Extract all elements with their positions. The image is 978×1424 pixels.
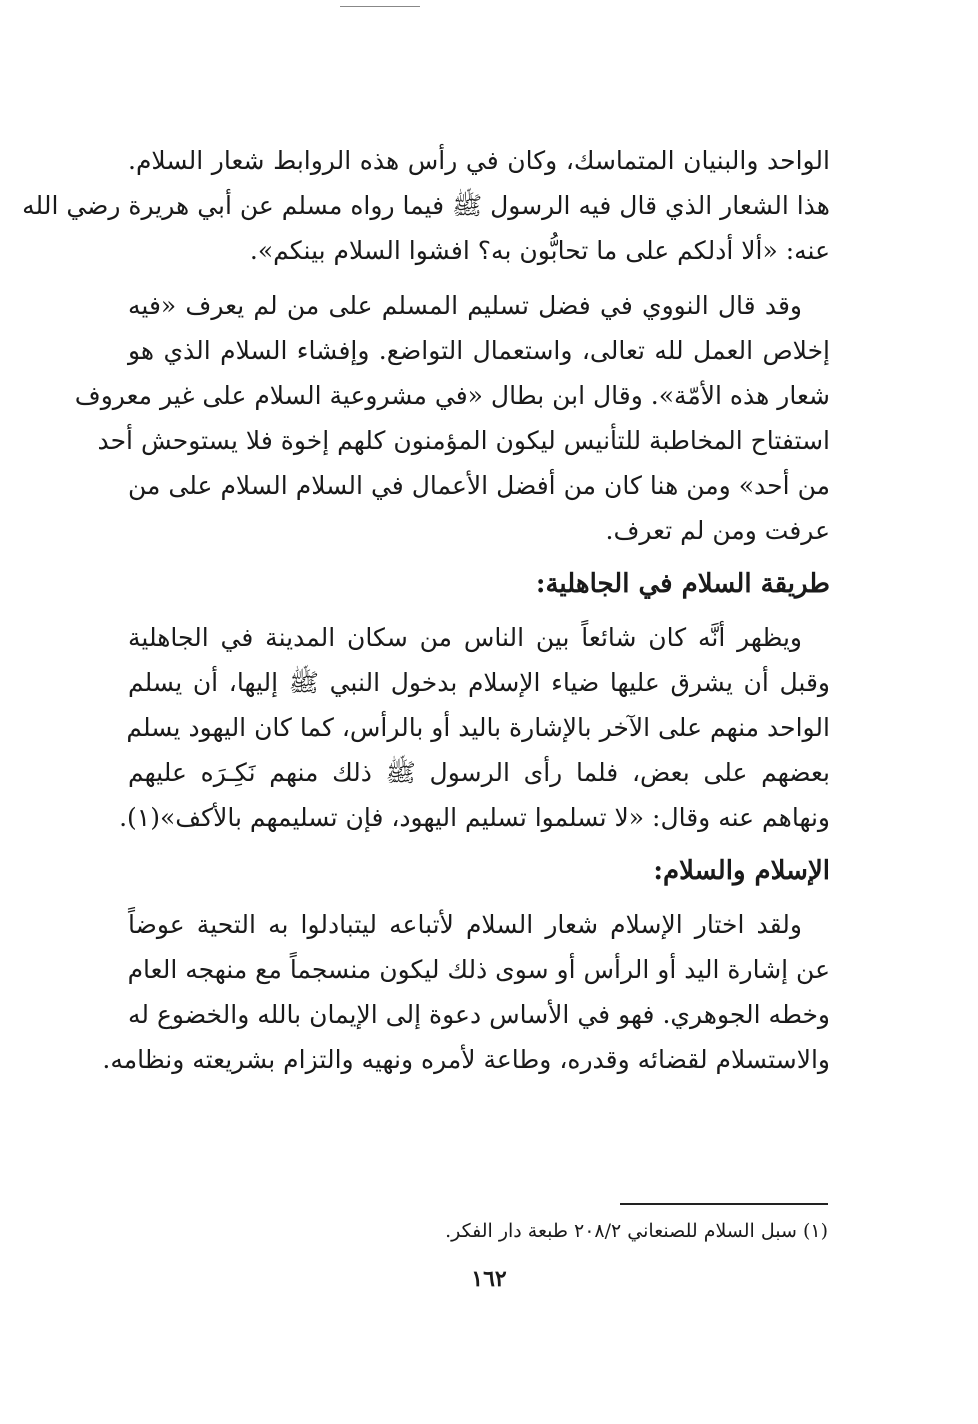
paragraph-line: والاستسلام لقضائه وقدره، وطاعة لأمره ونهيه والتزام بشريعته ونظامه. [102, 1045, 830, 1074]
paragraph-line: وقبل أن يشرق عليها ضياء الإسلام بدخول النبي ﷺ إليها، أن يسلم [128, 668, 830, 697]
paragraph-2 [74, 283, 830, 553]
paragraph-line: عنه: «ألا أدلكم على ما تحابُّون به؟ افشوا السلام بينكم». [249, 236, 830, 265]
paragraph-line: عرفت ومن لم تعرف. [605, 516, 830, 545]
paragraph-line: ولقد اختار الإسلام شعار السلام لأتباعه ليتبادلوا به التحية عوضاً [128, 910, 802, 939]
paragraph-line: هذا الشعار الذي قال فيه الرسول ﷺ فيما رواه مسلم عن أبي هريرة رضي الله [22, 191, 830, 220]
paragraph-line: عن إشارة اليد أو الرأس أو سوى ذلك ليكون منسجماً مع منهجه العام [127, 955, 830, 984]
paragraph-3 [119, 615, 830, 840]
paragraph-line: الواحد منهم على الآخر بالإشارة باليد أو بالرأس، كما كان اليهود يسلم [126, 713, 830, 742]
top-rule [340, 6, 420, 7]
paragraph-line: شعار هذه الأمّة». وقال ابن بطال «في مشروعية السلام على غير معروف [74, 381, 830, 410]
paragraph-line: ونهاهم عنه وقال: «لا تسلموا تسليم اليهود، فإن تسليمهم بالأكف»(١). [119, 803, 830, 832]
paragraph-line: من أحد» ومن هنا كان من أفضل الأعمال في السلام السلام على من [128, 471, 830, 500]
paragraph-line: بعضهم على بعض، فلما رأى الرسول ﷺ ذلك منهم نَكِـرَه عليهم [128, 758, 830, 787]
paragraph-line: وقد قال النووي في فضل تسليم المسلم على من لم يعرف «فيه [128, 291, 802, 320]
paragraph-line: ويظهر أنَّه كان شائعاً بين الناس من سكان المدينة في الجاهلية [128, 623, 802, 652]
paragraph-line: الواحد والبنيان المتماسك، وكان في رأس هذه الروابط شعار السلام. [128, 146, 830, 175]
paragraph-line: استفتاح المخاطبة للتأنيس ليكون المؤمنون كلهم إخوة فلا يستوحش أحد [97, 426, 830, 455]
paragraph-line: إخلاص العمل لله تعالى، واستعمال التواضع. وإفشاء السلام الذي هو [128, 336, 830, 365]
section-heading-islam-salam: الإسلام والسلام: [653, 856, 830, 886]
paragraph-1 [22, 138, 830, 273]
footnote: (١) سبل السلام للصنعاني ٢٠٨/٢ طبعة دار الفكر. [445, 1220, 828, 1242]
page-body [22, 138, 830, 1090]
page-number: ١٦٢ [471, 1266, 507, 1292]
section-heading-jahiliyya: طريقة السلام في الجاهلية: [535, 569, 830, 599]
footnote-rule [620, 1203, 828, 1205]
paragraph-4 [102, 902, 830, 1082]
paragraph-line: وخطه الجوهري. فهو في الأساس دعوة إلى الإيمان بالله والخضوع له [128, 1000, 830, 1029]
